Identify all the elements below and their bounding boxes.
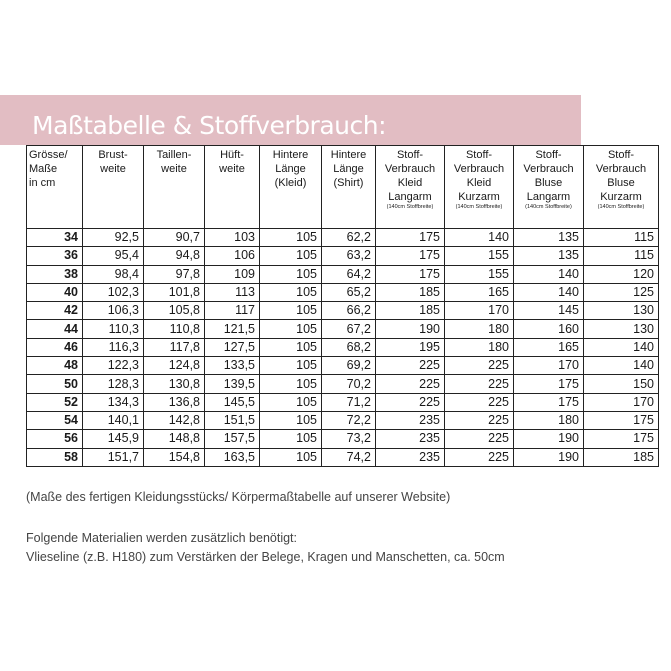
column-header-line: in cm — [29, 177, 56, 189]
table-cell: 105,8 — [144, 302, 205, 320]
table-cell: 106 — [205, 247, 260, 265]
column-header-line: Langarm — [388, 191, 432, 203]
table-cell: 195 — [376, 338, 445, 356]
size-cell: 42 — [27, 302, 83, 320]
table-cell: 163,5 — [205, 448, 260, 466]
size-cell: 38 — [27, 265, 83, 283]
table-cell: 160 — [514, 320, 584, 338]
materials-item: Vlieseline (z.B. H180) zum Verstärken der Belege, Kragen und Manschetten, ca. 50cm — [26, 550, 505, 564]
table-cell: 130 — [584, 320, 659, 338]
table-cell: 235 — [376, 430, 445, 448]
size-cell: 54 — [27, 411, 83, 429]
column-header-line: weite — [161, 163, 187, 175]
column-header-line: Hintere — [330, 149, 367, 161]
column-header-line: Langarm — [526, 191, 571, 203]
table-cell: 72,2 — [322, 411, 376, 429]
table-cell: 165 — [445, 283, 514, 301]
table-cell: 122,3 — [83, 357, 144, 375]
table-cell: 225 — [376, 375, 445, 393]
table-cell: 71,2 — [322, 393, 376, 411]
table-cell: 136,8 — [144, 393, 205, 411]
table-cell: 134,3 — [83, 393, 144, 411]
column-header — [584, 146, 659, 229]
table-row — [27, 430, 659, 448]
table-cell: 165 — [514, 338, 584, 356]
column-header-line: Stoff- — [607, 149, 635, 161]
table-cell: 225 — [445, 357, 514, 375]
column-header — [376, 146, 445, 229]
table-cell: 142,8 — [144, 411, 205, 429]
table-cell: 140,1 — [83, 411, 144, 429]
table-cell: 135 — [514, 247, 584, 265]
column-header — [445, 146, 514, 229]
column-header-line: Stoff- — [465, 149, 493, 161]
column-header-line: Stoff- — [396, 149, 424, 161]
table-cell: 105 — [260, 229, 322, 247]
table-cell: 225 — [445, 430, 514, 448]
column-header — [514, 146, 584, 229]
table-cell: 105 — [260, 430, 322, 448]
table-cell: 175 — [584, 411, 659, 429]
table-cell: 157,5 — [205, 430, 260, 448]
table-cell: 105 — [260, 283, 322, 301]
column-header-line: Bluse — [534, 177, 563, 189]
column-header-line: Kurzarm — [458, 191, 500, 203]
table-cell: 115 — [584, 229, 659, 247]
size-cell: 58 — [27, 448, 83, 466]
table-cell: 68,2 — [322, 338, 376, 356]
column-header-note: (140cm Stoffbreite) — [525, 204, 572, 210]
table-cell: 117 — [205, 302, 260, 320]
table-cell: 225 — [445, 375, 514, 393]
table-cell: 190 — [376, 320, 445, 338]
table-cell: 170 — [514, 357, 584, 375]
table-cell: 140 — [514, 265, 584, 283]
table-row — [27, 320, 659, 338]
size-cell: 44 — [27, 320, 83, 338]
table-cell: 62,2 — [322, 229, 376, 247]
table-cell: 225 — [376, 357, 445, 375]
column-header-line: Verbrauch — [384, 163, 436, 175]
column-header — [322, 146, 376, 229]
table-cell: 115 — [584, 247, 659, 265]
table-row — [27, 247, 659, 265]
table-cell: 130 — [584, 302, 659, 320]
column-header-line: Hintere — [272, 149, 309, 161]
table-cell: 74,2 — [322, 448, 376, 466]
table-cell: 148,8 — [144, 430, 205, 448]
column-header — [260, 146, 322, 229]
column-header-line: Verbrauch — [523, 163, 574, 175]
table-cell: 170 — [584, 393, 659, 411]
table-row — [27, 302, 659, 320]
table-cell: 103 — [205, 229, 260, 247]
table-cell: 175 — [514, 375, 584, 393]
size-cell: 46 — [27, 338, 83, 356]
table-cell: 98,4 — [83, 265, 144, 283]
table-cell: 175 — [376, 265, 445, 283]
column-header-line: Kurzarm — [600, 191, 642, 203]
table-cell: 128,3 — [83, 375, 144, 393]
table-cell: 185 — [584, 448, 659, 466]
table-cell: 73,2 — [322, 430, 376, 448]
column-header-line: weite — [100, 163, 126, 175]
table-cell: 65,2 — [322, 283, 376, 301]
size-cell: 48 — [27, 357, 83, 375]
column-header-line: Länge — [275, 163, 306, 175]
column-header-line: Länge — [333, 163, 364, 175]
column-header-line: (Kleid) — [274, 177, 307, 189]
table-cell: 105 — [260, 338, 322, 356]
table-cell: 106,3 — [83, 302, 144, 320]
column-header — [205, 146, 260, 229]
table-cell: 140 — [584, 357, 659, 375]
column-header — [144, 146, 205, 229]
column-header-line: Taillen- — [156, 149, 192, 161]
table-cell: 105 — [260, 265, 322, 283]
table-cell: 64,2 — [322, 265, 376, 283]
table-cell: 145,5 — [205, 393, 260, 411]
column-header-line: Bluse — [607, 177, 635, 189]
page-title: Maßtabelle & Stoffverbrauch: — [32, 111, 387, 140]
table-cell: 101,8 — [144, 283, 205, 301]
column-header-line: weite — [219, 163, 245, 175]
table-row — [27, 375, 659, 393]
table-row — [27, 393, 659, 411]
table-cell: 150 — [584, 375, 659, 393]
table-cell: 235 — [376, 411, 445, 429]
table-cell: 105 — [260, 411, 322, 429]
table-cell: 175 — [376, 229, 445, 247]
size-cell: 50 — [27, 375, 83, 393]
table-cell: 127,5 — [205, 338, 260, 356]
table-cell: 180 — [445, 320, 514, 338]
table-cell: 69,2 — [322, 357, 376, 375]
table-cell: 235 — [376, 448, 445, 466]
column-header-line: Kleid — [397, 177, 423, 189]
column-header-line: Verbrauch — [453, 163, 505, 175]
table-cell: 130,8 — [144, 375, 205, 393]
table-cell: 145 — [514, 302, 584, 320]
table-cell: 139,5 — [205, 375, 260, 393]
table-row — [27, 338, 659, 356]
header-row — [27, 146, 659, 229]
table-cell: 175 — [376, 247, 445, 265]
table-cell: 180 — [514, 411, 584, 429]
footnote: (Maße des fertigen Kleidungsstücks/ Körpermaßtabelle auf unserer Website) — [26, 490, 451, 504]
table-cell: 63,2 — [322, 247, 376, 265]
column-header-line: Hüft- — [220, 149, 244, 161]
table-cell: 155 — [445, 247, 514, 265]
materials-heading: Folgende Materialien werden zusätzlich benötigt: — [26, 531, 297, 545]
table-row — [27, 357, 659, 375]
column-header-note: (140cm Stoffbreite) — [386, 204, 434, 210]
table-cell: 117,8 — [144, 338, 205, 356]
table-cell: 67,2 — [322, 320, 376, 338]
table-cell: 154,8 — [144, 448, 205, 466]
table-cell: 185 — [376, 283, 445, 301]
table-cell: 105 — [260, 375, 322, 393]
size-cell: 36 — [27, 247, 83, 265]
table-cell: 105 — [260, 448, 322, 466]
table-cell: 110,3 — [83, 320, 144, 338]
table-row — [27, 229, 659, 247]
table-cell: 97,8 — [144, 265, 205, 283]
column-header-line: Stoff- — [535, 149, 562, 161]
table-cell: 175 — [514, 393, 584, 411]
column-header-line: (Shirt) — [333, 177, 364, 189]
table-cell: 151,5 — [205, 411, 260, 429]
table-cell: 225 — [376, 393, 445, 411]
column-header-line: Brust- — [98, 149, 128, 161]
table-cell: 225 — [445, 448, 514, 466]
table-cell: 109 — [205, 265, 260, 283]
table-cell: 145,9 — [83, 430, 144, 448]
table-cell: 66,2 — [322, 302, 376, 320]
table-cell: 125 — [584, 283, 659, 301]
table-cell: 121,5 — [205, 320, 260, 338]
table-row — [27, 411, 659, 429]
size-cell: 40 — [27, 283, 83, 301]
table-cell: 225 — [445, 411, 514, 429]
table-cell: 151,7 — [83, 448, 144, 466]
size-cell: 52 — [27, 393, 83, 411]
table-cell: 140 — [584, 338, 659, 356]
table-cell: 70,2 — [322, 375, 376, 393]
table-cell: 105 — [260, 320, 322, 338]
table-cell: 120 — [584, 265, 659, 283]
column-header-line: Maße — [29, 163, 58, 175]
column-header — [27, 146, 83, 229]
table-cell: 92,5 — [83, 229, 144, 247]
table-cell: 190 — [514, 448, 584, 466]
size-cell: 56 — [27, 430, 83, 448]
size-cell: 34 — [27, 229, 83, 247]
table-cell: 94,8 — [144, 247, 205, 265]
table-cell: 180 — [445, 338, 514, 356]
column-header-line: Grösse/ — [29, 149, 68, 161]
table-cell: 90,7 — [144, 229, 205, 247]
column-header-line: Kleid — [466, 177, 492, 189]
table-row — [27, 448, 659, 466]
table-cell: 116,3 — [83, 338, 144, 356]
table-cell: 140 — [445, 229, 514, 247]
table-cell: 110,8 — [144, 320, 205, 338]
table-cell: 225 — [445, 393, 514, 411]
table-cell: 170 — [445, 302, 514, 320]
table-cell: 175 — [584, 430, 659, 448]
table-cell: 105 — [260, 302, 322, 320]
table-cell: 140 — [514, 283, 584, 301]
table-cell: 133,5 — [205, 357, 260, 375]
table-cell: 105 — [260, 357, 322, 375]
table-cell: 185 — [376, 302, 445, 320]
table-cell: 190 — [514, 430, 584, 448]
table-cell: 155 — [445, 265, 514, 283]
column-header — [83, 146, 144, 229]
table-cell: 135 — [514, 229, 584, 247]
size-table — [26, 145, 659, 467]
table-cell: 105 — [260, 247, 322, 265]
table-row — [27, 283, 659, 301]
table-cell: 124,8 — [144, 357, 205, 375]
column-header-note: (140cm Stoffbreite) — [597, 204, 645, 210]
table-cell: 105 — [260, 393, 322, 411]
table-cell: 113 — [205, 283, 260, 301]
table-cell: 102,3 — [83, 283, 144, 301]
column-header-note: (140cm Stoffbreite) — [455, 204, 503, 210]
table-cell: 95,4 — [83, 247, 144, 265]
column-header-line: Verbrauch — [595, 163, 647, 175]
table-row — [27, 265, 659, 283]
